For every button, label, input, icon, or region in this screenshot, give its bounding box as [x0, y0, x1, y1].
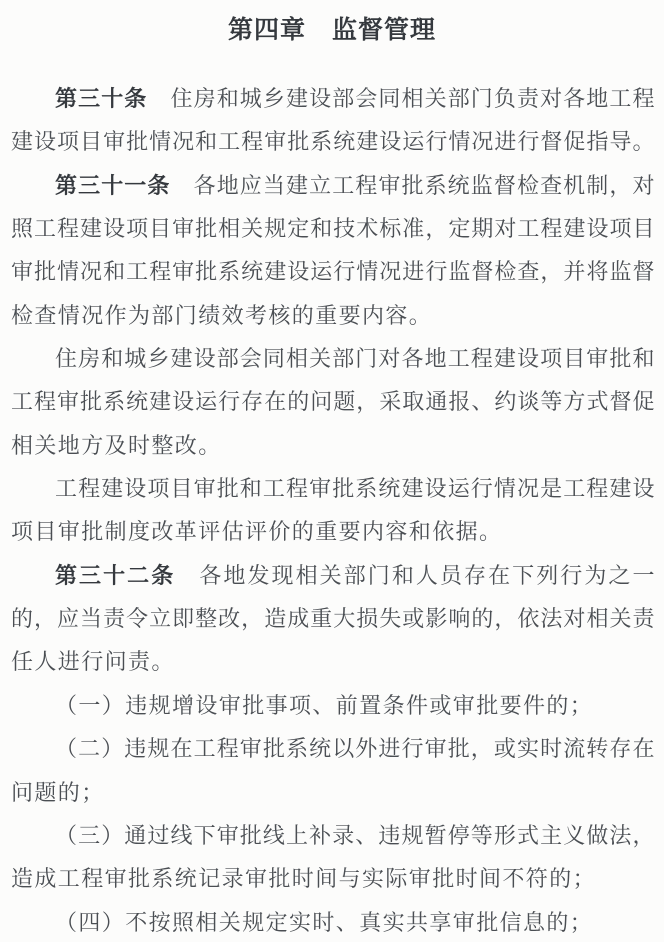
text-segment: 审批情况和工程审批系统建设运行情况进行监督检查，并将监督 [11, 259, 655, 285]
text-line [0, 467, 664, 510]
text-segment: 任人进行问责。 [11, 649, 175, 675]
text-segment: 照工程建设项目审批相关规定和技术标准，定期对工程建设项目 [11, 216, 655, 242]
article-number: 第三十条 [55, 86, 148, 111]
text-segment: 问题的； [11, 779, 105, 805]
text-line [0, 727, 664, 770]
text-segment: 检查情况作为部门绩效考核的重要内容。 [11, 302, 433, 328]
text-segment: （三）通过线下审批线上补录、违规暂停等形式主义做法， [55, 822, 655, 848]
text-line [0, 120, 664, 163]
text-segment: 各地发现相关部门和人员存在下列行为之一 [175, 562, 655, 588]
chapter-title: 第四章 监督管理 [227, 16, 436, 44]
text-line [0, 684, 664, 727]
text-line [0, 554, 664, 597]
text-line [0, 77, 664, 120]
text-line [0, 250, 664, 293]
text-segment: 住房和城乡建设部会同相关部门负责对各地工程 [147, 86, 655, 111]
text-line [0, 640, 664, 683]
text-line [0, 901, 664, 942]
text-line [0, 510, 664, 553]
text-line [0, 207, 664, 250]
text-line [0, 857, 664, 900]
text-segment: 工程审批系统建设运行存在的问题，采取通报、约谈等方式督促 [11, 389, 655, 415]
text-line [0, 337, 664, 380]
text-segment: （二）违规在工程审批系统以外进行审批，或实时流转存在 [55, 736, 655, 762]
text-segment: 造成工程审批系统记录审批时间与实际审批时间不符的； [11, 866, 597, 892]
text-segment: 建设项目审批情况和工程审批系统建设运行情况进行督促指导。 [11, 129, 655, 155]
text-line [0, 380, 664, 423]
document-body [0, 77, 664, 942]
text-segment: 住房和城乡建设部会同相关部门对各地工程建设项目审批和 [55, 346, 655, 372]
text-segment: 各地应当建立工程审批系统监督检查机制，对 [170, 172, 655, 198]
text-segment: （四）不按照相关规定实时、真实共享审批信息的； [55, 909, 594, 935]
text-line [0, 164, 664, 207]
text-segment: 的，应当责令立即整改，造成重大损失或影响的，依法对相关责 [11, 606, 655, 632]
text-segment: （一）违规增设审批事项、前置条件或审批要件的； [55, 692, 594, 718]
article-number: 第三十一条 [55, 172, 171, 198]
text-segment: 项目审批制度改革评估评价的重要内容和依据。 [11, 519, 503, 545]
text-line [0, 771, 664, 814]
text-segment: 相关地方及时整改。 [11, 432, 222, 458]
text-line [0, 597, 664, 640]
text-segment: 工程建设项目审批和工程审批系统建设运行情况是工程建设 [55, 476, 655, 502]
article-number: 第三十二条 [55, 562, 176, 588]
text-line [0, 294, 664, 337]
text-line [0, 814, 664, 857]
text-line [0, 424, 664, 467]
